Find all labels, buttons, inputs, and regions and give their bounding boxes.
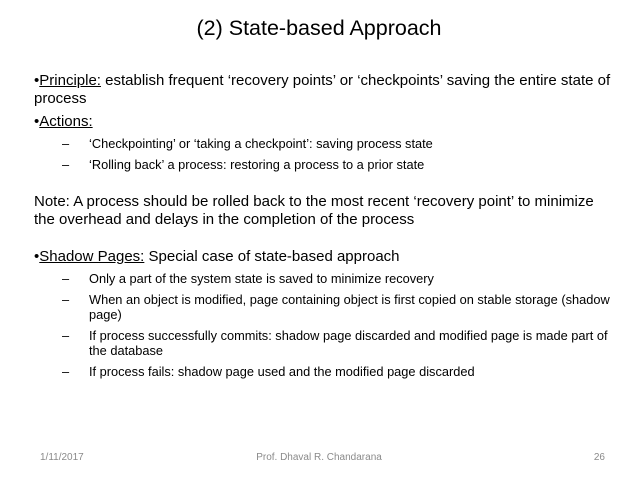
dash: –	[62, 156, 70, 172]
principle-paragraph	[34, 72, 614, 108]
shadow-item	[34, 364, 614, 380]
slide-body	[34, 72, 614, 384]
bullet: •	[34, 113, 40, 130]
actions-item	[34, 157, 614, 173]
dash: –	[62, 271, 70, 286]
shadow-pages-heading	[34, 248, 614, 266]
slide-title: (2) State-based Approach	[196, 16, 442, 40]
dash: –	[62, 363, 70, 379]
footer-author: Prof. Dhaval R. Chandarana	[256, 452, 382, 463]
dash: –	[62, 291, 70, 307]
shadow-item	[34, 328, 614, 359]
footer-page-number: 26	[593, 452, 605, 463]
dash: –	[62, 136, 70, 151]
principle-text: establish frequent ‘recovery points’ or ‘checkpoints’ saving the entire state of process	[34, 72, 611, 107]
shadow-item-text: If process successfully commits: shadow page discarded and modified page is made part of the database	[89, 327, 608, 358]
actions-item-text: ‘Checkpointing’ or ‘taking a checkpoint’: saving process state	[89, 136, 433, 151]
shadow-pages-label: Shadow Pages:	[39, 248, 145, 265]
bullet: •	[34, 248, 40, 265]
actions-item-text: ‘Rolling back’ a process: restoring a process to a prior state	[89, 156, 425, 172]
actions-heading	[34, 113, 614, 131]
actions-label: Actions:	[39, 113, 93, 130]
footer-date: 1/11/2017	[40, 452, 84, 463]
bullet: •	[34, 72, 40, 89]
shadow-item-text: Only a part of the system state is saved to minimize recovery	[89, 271, 434, 286]
shadow-item	[34, 292, 614, 323]
shadow-item	[34, 271, 614, 287]
note-paragraph: Note: A process should be rolled back to the most recent ‘recovery point’ to minimize the overhead and delays in the completion of the process	[34, 193, 594, 228]
actions-item	[34, 136, 614, 152]
principle-label: Principle:	[39, 72, 101, 89]
shadow-item-text: If process fails: shadow page used and the modified page discarded	[89, 363, 475, 379]
shadow-pages-text: Special case of state-based approach	[144, 248, 400, 265]
spacer	[34, 234, 614, 248]
dash: –	[62, 327, 70, 343]
spacer	[34, 177, 614, 193]
shadow-item-text: When an object is modified, page containing object is first copied on stable storage (shadow page)	[89, 291, 610, 322]
